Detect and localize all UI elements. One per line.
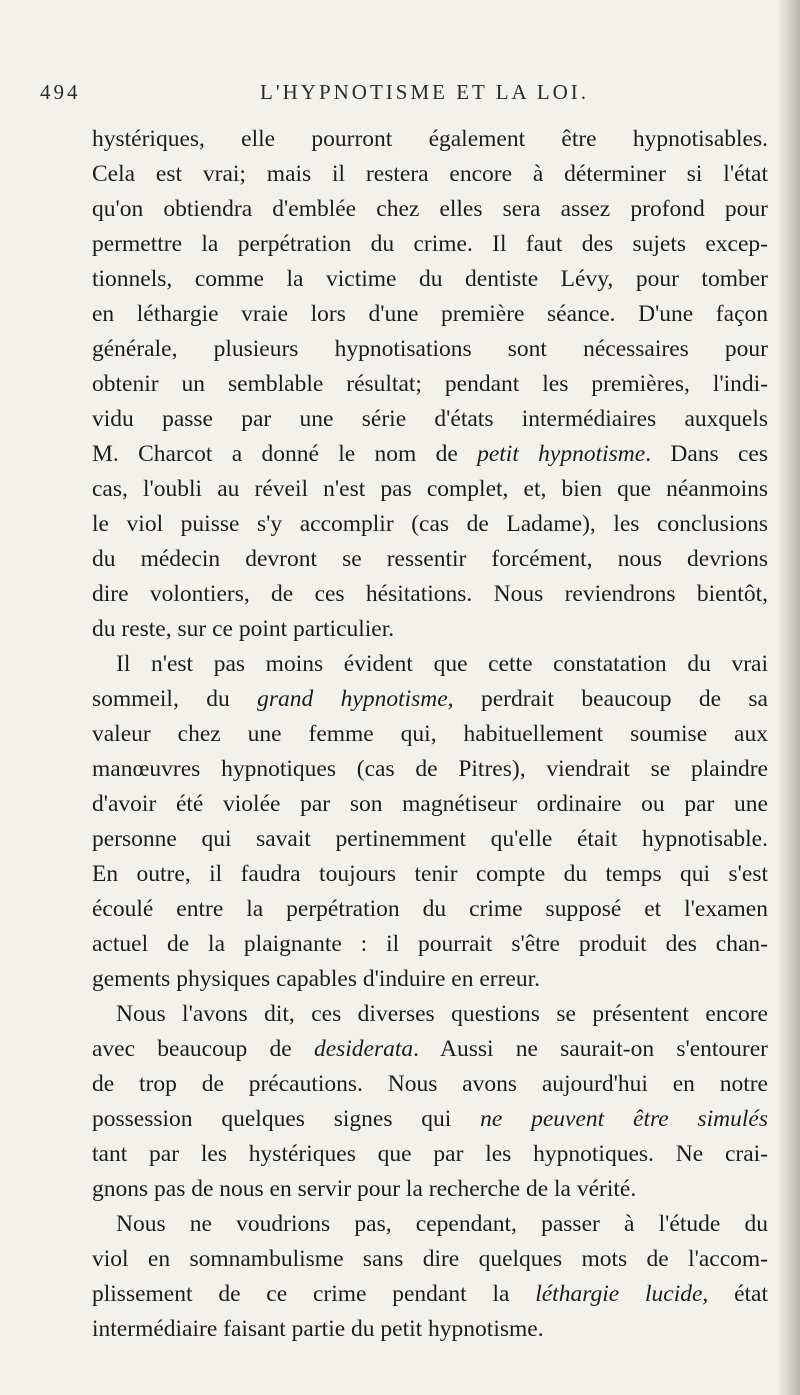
text-line bbox=[92, 332, 768, 367]
text-line bbox=[92, 1312, 768, 1347]
text-line bbox=[92, 472, 768, 507]
text-segment: générale, plusieurs hypnotisations sont nécessaires pour bbox=[92, 336, 768, 362]
page-number: 494 bbox=[40, 80, 81, 104]
text-line bbox=[92, 752, 768, 787]
text-segment: . Aussi ne saurait-on s'entourer bbox=[413, 1036, 769, 1062]
text-segment: En outre, il faudra toujours tenir compte du temps qui s'est bbox=[92, 861, 768, 887]
text-line bbox=[92, 507, 768, 542]
page-edge-shadow bbox=[778, 0, 800, 1395]
text-line bbox=[92, 822, 768, 857]
text-line bbox=[92, 892, 768, 927]
text-line bbox=[92, 192, 768, 227]
body-text bbox=[92, 122, 768, 1347]
text-segment: perdrait beaucoup de sa bbox=[453, 686, 768, 712]
text-line bbox=[92, 122, 768, 157]
text-segment: écoulé entre la perpétration du crime supposé et l'examen bbox=[92, 896, 768, 922]
text-line bbox=[92, 717, 768, 752]
text-segment: le viol puisse s'y accomplir (cas de Ladame), les conclusions bbox=[92, 511, 768, 537]
text-segment: Cela est vrai; mais il restera encore à déterminer si l'état bbox=[92, 161, 768, 187]
text-segment: intermédiaire faisant partie du petit hypnotisme. bbox=[92, 1316, 544, 1342]
text-line bbox=[92, 1242, 768, 1277]
running-head: L'HYPNOTISME ET LA LOI. bbox=[260, 80, 590, 104]
text-line bbox=[92, 682, 768, 717]
text-segment: M. Charcot a donné le nom de bbox=[92, 441, 478, 467]
italic-text: petit hypnotisme bbox=[477, 441, 646, 467]
text-line bbox=[92, 857, 768, 892]
text-segment: permettre la perpétration du crime. Il faut des sujets excep- bbox=[92, 231, 768, 257]
text-segment: actuel de la plaignante : il pourrait s'être produit des chan- bbox=[92, 931, 768, 957]
text-line bbox=[92, 367, 768, 402]
text-segment: qu'on obtiendra d'emblée chez elles sera assez profond pour bbox=[92, 196, 768, 222]
text-line bbox=[92, 402, 768, 437]
text-segment: sommeil, du bbox=[92, 686, 258, 712]
text-segment: tant par les hystériques que par les hypnotiques. Ne crai- bbox=[92, 1141, 768, 1167]
text-line bbox=[92, 1032, 768, 1067]
text-segment: gnons pas de nous en servir pour la recherche de la vérité. bbox=[92, 1176, 637, 1202]
text-line bbox=[92, 1172, 768, 1207]
text-line bbox=[92, 157, 768, 192]
text-segment: avec beaucoup de bbox=[92, 1036, 314, 1062]
text-segment: manœuvres hypnotiques (cas de Pitres), viendrait se plaindre bbox=[92, 756, 768, 782]
text-segment: Nous l'avons dit, ces diverses questions se présentent encore bbox=[116, 1001, 768, 1027]
page-header bbox=[40, 72, 752, 108]
text-line bbox=[92, 297, 768, 332]
text-line bbox=[92, 997, 768, 1032]
text-segment: viol en somnambulisme sans dire quelques mots de l'accom- bbox=[92, 1246, 768, 1272]
text-line bbox=[92, 1207, 768, 1242]
text-segment: de trop de précautions. Nous avons aujourd'hui en notre bbox=[92, 1071, 768, 1097]
text-segment: personne qui savait pertinemment qu'elle était hypnotisable. bbox=[92, 826, 768, 852]
italic-text: ne peuvent être simulés bbox=[480, 1106, 768, 1132]
text-segment: du médecin devront se ressentir forcément, nous devrions bbox=[92, 546, 768, 572]
text-segment: vidu passe par une série d'états intermédiaires auxquels bbox=[92, 406, 768, 432]
text-line bbox=[92, 787, 768, 822]
text-line bbox=[92, 647, 768, 682]
text-line bbox=[92, 542, 768, 577]
text-segment: tionnels, comme la victime du dentiste Lévy, pour tomber bbox=[92, 266, 768, 292]
text-segment: gements physiques capables d'induire en erreur. bbox=[92, 966, 540, 992]
text-segment: état bbox=[708, 1281, 769, 1307]
text-segment: Il n'est pas moins évident que cette constatation du vrai bbox=[116, 651, 768, 677]
text-line bbox=[92, 1277, 768, 1312]
text-segment: hystériques, elle pourront également être hypnotisables. bbox=[92, 126, 768, 152]
text-line bbox=[92, 262, 768, 297]
text-segment: obtenir un semblable résultat; pendant les premières, l'indi- bbox=[92, 371, 768, 397]
text-segment: cas, l'oubli au réveil n'est pas complet, et, bien que néanmoins bbox=[92, 476, 768, 502]
text-segment: en léthargie vraie lors d'une première séance. D'une façon bbox=[92, 301, 768, 327]
text-line bbox=[92, 1102, 768, 1137]
text-line bbox=[92, 437, 768, 472]
italic-text: grand hypnotisme, bbox=[257, 686, 454, 712]
text-line bbox=[92, 577, 768, 612]
text-line bbox=[92, 227, 768, 262]
text-line bbox=[92, 1137, 768, 1172]
text-line bbox=[92, 962, 768, 997]
italic-text: desiderata bbox=[313, 1036, 414, 1062]
text-line bbox=[92, 612, 768, 647]
text-segment: d'avoir été violée par son magnétiseur ordinaire ou par une bbox=[92, 791, 768, 817]
text-segment: Nous ne voudrions pas, cependant, passer à l'étude du bbox=[116, 1211, 768, 1237]
text-segment: dire volontiers, de ces hésitations. Nous reviendrons bientôt, bbox=[92, 581, 768, 607]
text-segment: valeur chez une femme qui, habituellement soumise aux bbox=[92, 721, 768, 747]
italic-text: léthargie lucide, bbox=[535, 1281, 709, 1307]
text-line bbox=[92, 927, 768, 962]
text-segment: plissement de ce crime pendant la bbox=[92, 1281, 536, 1307]
text-segment: . Dans ces bbox=[645, 441, 768, 467]
text-segment: possession quelques signes qui bbox=[92, 1106, 481, 1132]
text-line bbox=[92, 1067, 768, 1102]
text-segment: du reste, sur ce point particulier. bbox=[92, 616, 395, 642]
